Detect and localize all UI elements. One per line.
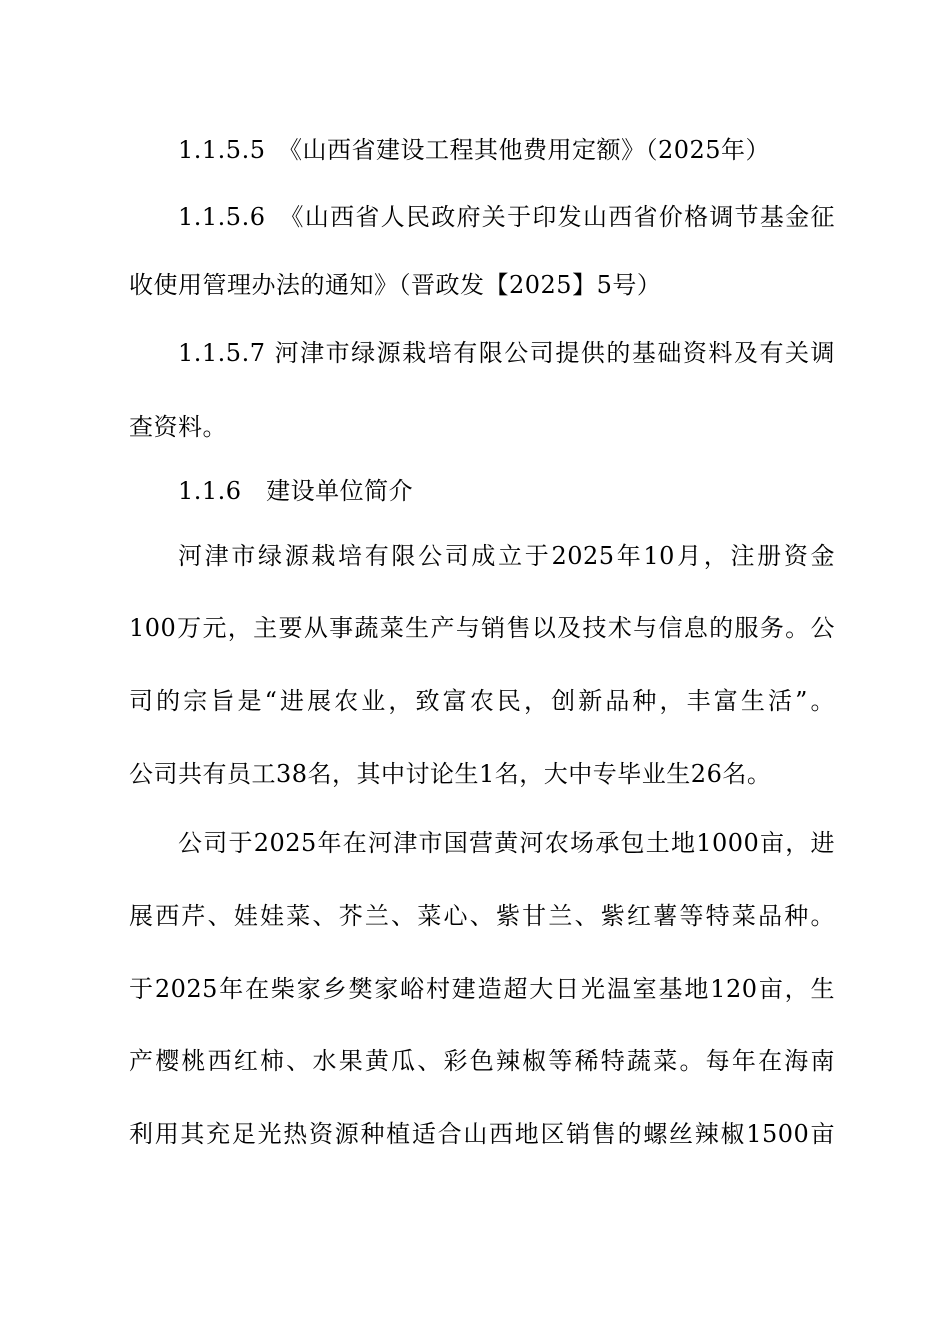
ref-item-1-1-5-6: 1.1.5.6 《山西省人民政府关于印发山西省价格调节基金征 bbox=[178, 203, 835, 231]
ref-item-1-1-5-7-continued: 查资料。 bbox=[129, 413, 227, 441]
paragraph-line: 展西芹、娃娃菜、芥兰、菜心、紫甘兰、紫红薯等特菜品种。 bbox=[129, 902, 835, 930]
paragraph-line: 于2025年在柴家乡樊家峪村建造超大日光温室基地120亩，生 bbox=[129, 975, 835, 1003]
paragraph-line: 司的宗旨是“进展农业，致富农民，创新品种，丰富生活”。 bbox=[129, 687, 835, 715]
paragraph-line: 产樱桃西红柿、水果黄瓜、彩色辣椒等稀特蔬菜。每年在海南 bbox=[129, 1047, 835, 1075]
paragraph-line: 河津市绿源栽培有限公司成立于2025年10月，注册资金 bbox=[178, 542, 835, 570]
paragraph-line: 公司于2025年在河津市国营黄河农场承包土地1000亩，进 bbox=[178, 829, 835, 857]
paragraph-line: 公司共有员工38名，其中讨论生1名，大中专毕业生26名。 bbox=[129, 760, 772, 788]
paragraph-line: 利用其充足光热资源种植适合山西地区销售的螺丝辣椒1500亩 bbox=[129, 1120, 835, 1148]
ref-item-1-1-5-5: 1.1.5.5 《山西省建设工程其他费用定额》（2025年） bbox=[178, 136, 771, 164]
ref-item-1-1-5-7: 1.1.5.7 河津市绿源栽培有限公司提供的基础资料及有关调 bbox=[178, 339, 835, 367]
paragraph-line: 100万元，主要从事蔬菜生产与销售以及技术与信息的服务。公 bbox=[129, 614, 835, 642]
section-heading-1-1-6: 1.1.6 建设单位简介 bbox=[178, 477, 414, 505]
ref-item-1-1-5-6-continued: 收使用管理办法的通知》（晋政发【2025】5号） bbox=[129, 271, 662, 299]
